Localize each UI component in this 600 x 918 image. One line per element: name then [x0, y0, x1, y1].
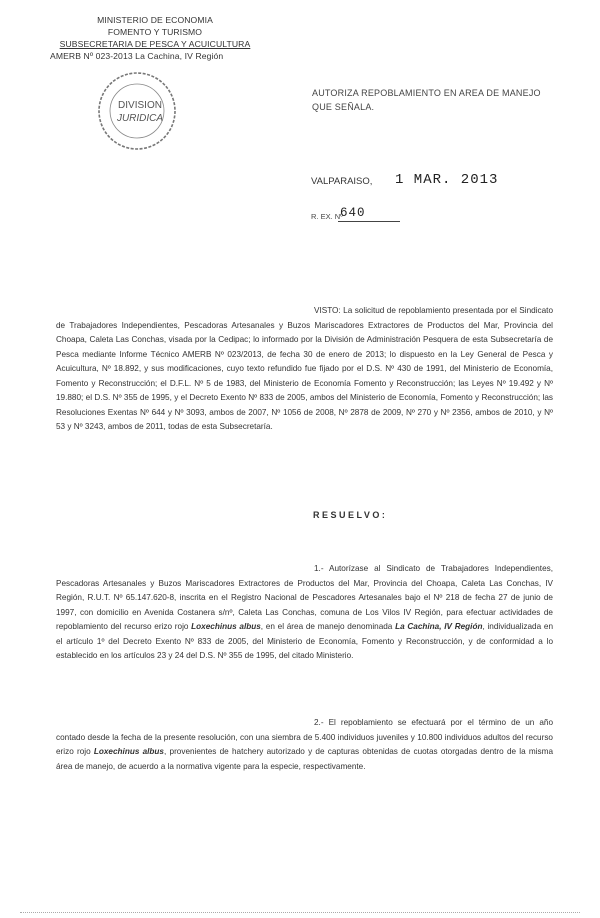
- resolution-point-2: [56, 716, 553, 774]
- amerb-code: AMERB Nº 023-2013 La Cachina, IV Región: [50, 51, 224, 61]
- rex-number: 640: [340, 206, 366, 220]
- resolution-date: 1 MAR. 2013: [395, 172, 499, 188]
- species-name: Loxechinus albus: [93, 747, 164, 756]
- rex-underline: [338, 221, 400, 222]
- p1-intro: 1.- Autorízase al Sindicato de Trabajadores Independientes, Pescadoras Artesanales y Buzos Mariscadores Extractores de Productos del Mar, Provincia del Choapa, Caleta Las Conchas, IV Región, R.U.T. Nº 65.147.620-8, inscrita en el Registro Nacional de Pescadores Artesanales bajo el Nº 218 de fecha 27 de junio de 1997, con domicilio en Avenida Costanera s/nº, Caleta Las Conchas, comuna de Los Vilos IV Región, para efectuar actividades de repoblamiento del recurso erizo rojo: [56, 564, 553, 631]
- division-juridica-stamp: [96, 70, 178, 152]
- area-name: La Cachina, IV Región: [395, 622, 483, 631]
- ministry-name: MINISTERIO DE ECONOMIA: [97, 15, 213, 25]
- p2-end: , provenientes de hatchery autorizado y de capturas obtenidas de cuotas otorgadas dentro de la misma área de manejo, de acuerdo a la normativa vigente para la especie, respectivamente.: [56, 747, 553, 771]
- stamp-line-2: JURIDICA: [116, 113, 164, 124]
- rex-label: R. EX. Nº: [311, 212, 343, 221]
- footer-rule: [20, 912, 580, 913]
- stamp-line-1: DIVISION: [118, 100, 162, 111]
- visto-text: VISTO: La solicitud de repoblamiento presentada por el Sindicato de Trabajadores Independientes, Pescadoras Artesanales y Buzos Mariscadores Extractores de Productos del Mar, Provincia del Choapa, Caleta Las Conchas, visada por la Cedipac; lo informado por la División de Administración Pesquera de esta Subsecretaría de Pesca mediante Informe Técnico AMERB Nº 023/2013, de fecha 30 de enero de 2013; lo dispuesto en la Ley General de Pesca y Acuicultura, Nº 18.892, y sus modificaciones, cuyo texto refundido fue fijado por el D.S. Nº 430 de 1991, del Ministerio de Economía, Fomento y Reconstrucción; el D.F.L. Nº 5 de 1983, del Ministerio de Economía Fomento y Reconstrucción; las Leyes Nº 19.492 y Nº 19.880; el D.S. Nº 355 de 1995, y el Decreto Exento Nº 833 de 2005, ambos del Ministerio de Economía, Fomento y Reconstrucción; las Resoluciones Exentas Nº 644 y Nº 3093, ambos de 2007, Nº 1056 de 2008, Nº 2878 de 2009, Nº 270 y Nº 2356, ambos de 2010, y Nº 53 y Nº 3243, ambos de 2011, todas de esta Subsecretaría.: [56, 306, 553, 431]
- p2-intro: 2.- El repoblamiento se efectuará por el término de un año contado desde la fecha de la presente resolución, con una siembra de 5.400 individuos juveniles y 10.800 individuos adultos del recurso erizo rojo: [56, 718, 553, 756]
- subsecretaria-name: SUBSECRETARIA DE PESCA Y ACUICULTURA: [59, 39, 251, 49]
- place-label: VALPARAISO,: [311, 176, 373, 187]
- species-name: Loxechinus albus: [191, 622, 261, 631]
- resuelvo-heading: RESUELVO:: [313, 510, 388, 520]
- p1-end: , individualizada en el artículo 1º del Decreto Exento Nº 833 de 2005, del Ministerio de Economía, Fomento y Reconstrucción, y de conformidad a lo establecido en los artículos 23 y 24 del D.S. Nº 355 de 1995, del citado Ministerio.: [56, 622, 554, 660]
- letterhead: [50, 14, 260, 62]
- ministry-subtitle: FOMENTO Y TURISMO: [107, 27, 203, 37]
- resolution-subject: AUTORIZA REPOBLAMIENTO EN AREA DE MANEJO QUE SEÑALA.: [312, 88, 541, 112]
- resolution-point-1: [56, 562, 553, 664]
- p1-mid: , en el área de manejo denominada: [260, 622, 396, 631]
- visto-paragraph: [56, 304, 553, 435]
